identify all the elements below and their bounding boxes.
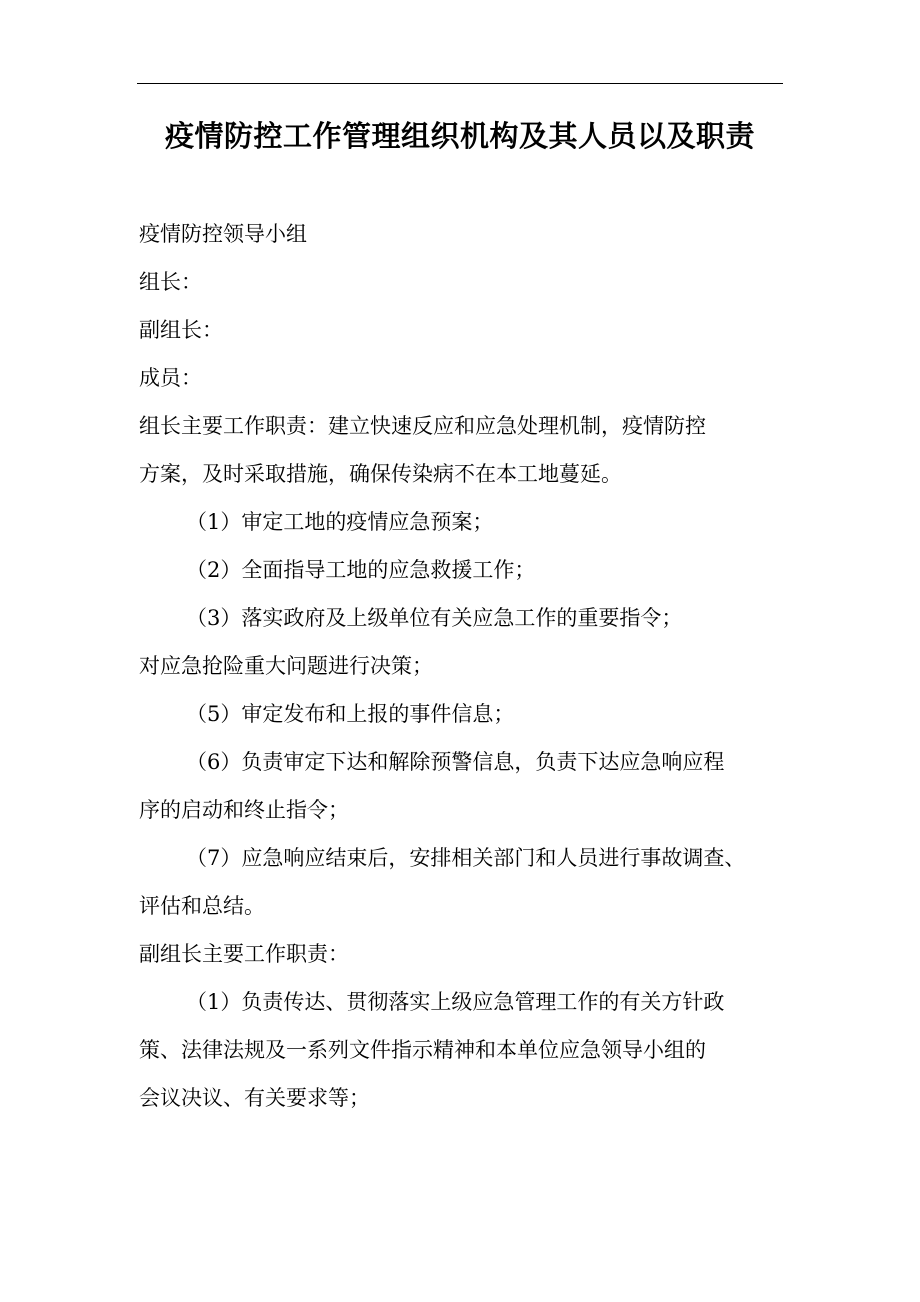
paragraph-line: 策、法律法规及一系列文件指示精神和本单位应急领导小组的 <box>139 1038 706 1062</box>
header-rule <box>137 83 783 84</box>
leader-label: 组长： <box>139 270 202 294</box>
deputy-leader-label: 副组长： <box>139 318 223 342</box>
paragraph-line: 评估和总结。 <box>139 894 265 918</box>
paragraph-line: 会议决议、有关要求等； <box>139 1086 370 1110</box>
duty-item: （1）审定工地的疫情应急预案； <box>186 510 494 534</box>
paragraph-line: 对应急抢险重大问题进行决策； <box>139 654 433 678</box>
duty-item: （6）负责审定下达和解除预警信息，负责下达应急响应程 <box>186 750 725 774</box>
duty-item: （7）应急响应结束后，安排相关部门和人员进行事故调查、 <box>186 846 746 870</box>
duty-item: （1）负责传达、贯彻落实上级应急管理工作的有关方针政 <box>186 990 725 1014</box>
duty-item: （5）审定发布和上报的事件信息； <box>186 702 515 726</box>
section-heading-leading-group: 疫情防控领导小组 <box>139 222 307 246</box>
paragraph-line: 组长主要工作职责：建立快速反应和应急处理机制，疫情防控 <box>139 414 706 438</box>
duty-item: （2）全面指导工地的应急救援工作； <box>186 558 536 582</box>
paragraph-line: 序的启动和终止指令； <box>139 798 349 822</box>
section-heading-deputy-duties: 副组长主要工作职责： <box>139 942 349 966</box>
document-title: 疫情防控工作管理组织机构及其人员以及职责 <box>164 119 755 153</box>
paragraph-line: 方案，及时采取措施，确保传染病不在本工地蔓延。 <box>139 462 622 486</box>
members-label: 成员： <box>139 366 202 390</box>
duty-item: （3）落实政府及上级单位有关应急工作的重要指令； <box>186 606 683 630</box>
